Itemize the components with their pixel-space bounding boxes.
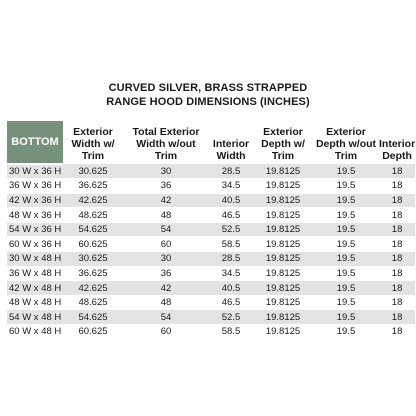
exterior-depth-without-trim-cell: 19.5 [313,222,379,237]
exterior-width-with-trim-cell: 48.625 [63,208,123,223]
exterior-depth-without-trim-header [313,121,379,164]
interior-width-header [209,121,253,164]
interior-depth-cell: 18 [379,164,415,179]
exterior-depth-with-trim-cell: 19.8125 [253,325,313,339]
exterior-width-with-trim-header [63,121,123,164]
header-line: Exterior [73,126,113,138]
exterior-width-with-trim-cell: 60.625 [63,325,123,339]
exterior-depth-without-trim-cell: 19.5 [313,281,379,296]
total-exterior-width-without-trim-cell: 48 [123,208,209,223]
total-exterior-width-without-trim-cell: 60 [123,237,209,252]
size-cell: 42 W x 48 H [9,282,62,294]
exterior-width-with-trim-cell: 60.625 [63,237,123,252]
header-line: Exterior [326,126,366,138]
exterior-depth-with-trim-cell: 19.8125 [253,222,313,237]
interior-depth-cell: 18 [379,237,415,252]
exterior-depth-with-trim-cell: 19.8125 [253,281,313,296]
header-line: Exterior [263,126,303,138]
interior-width-cell: 52.5 [209,222,253,237]
exterior-depth-with-trim-cell: 19.8125 [253,179,313,194]
table-row [7,310,415,325]
interior-depth-cell: 18 [379,193,415,208]
total-exterior-width-without-trim-cell: 48 [123,295,209,310]
total-exterior-width-without-trim-cell: 30 [123,252,209,267]
total-exterior-width-without-trim-cell: 54 [123,310,209,325]
exterior-depth-without-trim-cell: 19.5 [313,266,379,281]
exterior-depth-without-trim-cell: 19.5 [313,252,379,267]
header-line: Trim [81,150,105,162]
dimensions-table [7,121,415,339]
size-cell: 48 W x 36 H [9,209,62,221]
exterior-width-with-trim-cell: 42.625 [63,281,123,296]
header-line: Depth w/ [261,138,305,150]
exterior-depth-without-trim-cell: 19.5 [313,208,379,223]
interior-width-cell: 46.5 [209,208,253,223]
table-row [7,193,415,208]
total-exterior-width-without-trim-cell: 30 [123,164,209,179]
size-cell: 60 W x 48 H [9,326,62,338]
size-cell: 60 W x 36 H [9,238,62,250]
total-exterior-width-without-trim-cell: 36 [123,266,209,281]
exterior-width-with-trim-cell: 42.625 [63,193,123,208]
exterior-width-with-trim-cell: 54.625 [63,310,123,325]
size-cell: 30 W x 48 H [9,253,62,265]
header-line: Interior [379,138,416,150]
exterior-depth-with-trim-cell: 19.8125 [253,164,313,179]
document-title-line-1: CURVED SILVER, BRASS STRAPPED [108,82,308,94]
interior-width-cell: 40.5 [209,281,253,296]
exterior-depth-without-trim-cell: 19.5 [313,164,379,179]
size-cell: 36 W x 36 H [9,180,62,192]
interior-width-cell: 34.5 [209,266,253,281]
document-title-line-2: RANGE HOOD DIMENSIONS (INCHES) [106,96,310,108]
header-line: Trim [334,150,358,162]
interior-depth-cell: 18 [379,208,415,223]
table-row [7,266,415,281]
exterior-depth-without-trim-cell: 19.5 [313,179,379,194]
size-cell: 48 W x 48 H [9,297,62,309]
total-exterior-width-without-trim-cell: 36 [123,179,209,194]
header-line: Depth [382,150,412,162]
exterior-depth-without-trim-cell: 19.5 [313,295,379,310]
interior-width-cell: 58.5 [209,325,253,339]
exterior-width-with-trim-cell: 36.625 [63,179,123,194]
interior-depth-cell: 18 [379,252,415,267]
exterior-width-with-trim-cell: 36.625 [63,266,123,281]
exterior-width-with-trim-cell: 30.625 [63,252,123,267]
interior-width-cell: 28.5 [209,252,253,267]
total-exterior-width-without-trim-cell: 42 [123,281,209,296]
total-exterior-width-without-trim-cell: 54 [123,222,209,237]
exterior-width-with-trim-cell: 48.625 [63,295,123,310]
bottom-header-cell: BOTTOM [7,121,63,164]
exterior-depth-without-trim-cell: 19.5 [313,193,379,208]
header-line: Width w/out [136,138,196,150]
table-row [7,164,415,179]
size-cell: 42 W x 36 H [9,194,62,206]
table-row [7,252,415,267]
header-line: Depth w/out [315,138,377,150]
size-cell: 54 W x 36 H [9,224,62,236]
interior-depth-cell: 18 [379,295,415,310]
table-row [7,208,415,223]
exterior-depth-without-trim-cell: 19.5 [313,237,379,252]
size-cell: 54 W x 48 H [9,311,62,323]
exterior-depth-with-trim-cell: 19.8125 [253,266,313,281]
table-row [7,325,415,339]
exterior-width-with-trim-cell: 54.625 [63,222,123,237]
interior-depth-cell: 18 [379,179,415,194]
table-row [7,295,415,310]
exterior-depth-with-trim-header [253,121,313,164]
table-row [7,222,415,237]
total-exterior-width-without-trim-cell: 42 [123,193,209,208]
exterior-depth-with-trim-cell: 19.8125 [253,237,313,252]
interior-width-cell: 28.5 [209,164,253,179]
exterior-depth-without-trim-cell: 19.5 [313,325,379,339]
size-cell: 30 W x 36 H [7,164,63,179]
exterior-depth-without-trim-cell: 19.5 [313,310,379,325]
exterior-depth-with-trim-cell: 19.8125 [253,310,313,325]
interior-width-cell: 52.5 [209,310,253,325]
interior-width-cell: 40.5 [209,193,253,208]
interior-depth-cell: 18 [379,266,415,281]
interior-width-cell: 58.5 [209,237,253,252]
exterior-width-with-trim-cell: 30.625 [63,164,123,179]
exterior-depth-with-trim-cell: 19.8125 [253,208,313,223]
interior-width-cell: 34.5 [209,179,253,194]
exterior-depth-with-trim-cell: 19.8125 [253,252,313,267]
exterior-depth-with-trim-cell: 19.8125 [253,295,313,310]
header-line: Trim [154,150,178,162]
table-header-row [7,121,415,164]
interior-depth-cell: 18 [379,325,415,339]
total-exterior-width-without-trim-cell: 60 [123,325,209,339]
size-cell: 36 W x 48 H [9,267,62,279]
interior-depth-cell: 18 [379,281,415,296]
total-exterior-width-without-trim-header [123,121,209,164]
interior-depth-cell: 18 [379,310,415,325]
table-row [7,237,415,252]
header-line: Interior Width [212,138,250,162]
header-line: Trim [271,150,295,162]
header-line: Total Exterior [132,126,200,138]
interior-depth-cell: 18 [379,222,415,237]
header-line: Width w/ [71,138,115,150]
table-row [7,281,415,296]
interior-width-cell: 46.5 [209,295,253,310]
exterior-depth-with-trim-cell: 19.8125 [253,193,313,208]
interior-depth-header [379,121,415,164]
table-row [7,179,415,194]
